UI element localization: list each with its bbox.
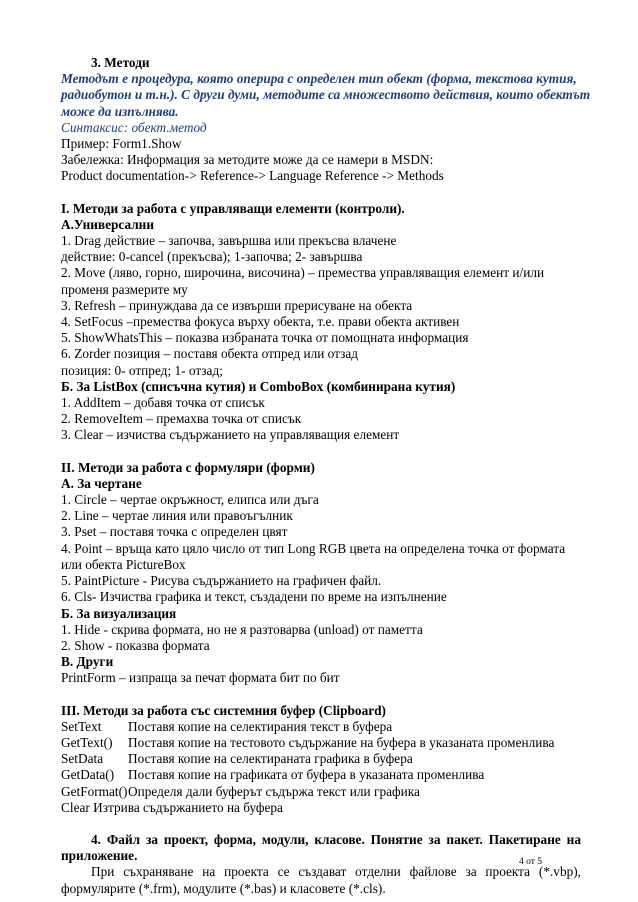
- example-line: Пример: Form1.Show: [61, 136, 182, 152]
- section-4-body: При съхраняване на проекта се създават отделни файлове за проекта (*.vbp), формулярите (*.frm), модулите (*.bas) и класовете (*.cls).: [61, 864, 581, 896]
- list-item: 5. PaintPicture - Рисува съдържанието на графичен файл.: [61, 573, 382, 589]
- list-item: позиция: 0- отпред; 1- отзад;: [61, 362, 223, 378]
- list-item: 1. Circle – чертае окръжност, елипса или дъга: [61, 492, 319, 508]
- methods-definition-line-2: радиобутон и т.н.). С други думи, методите са множеството действия, които обектът: [61, 87, 591, 103]
- clipboard-method-row: [61, 751, 581, 767]
- list-item: 1. AddItem – добавя точка от списък: [61, 395, 265, 411]
- section-I-subheading-b: Б. За ListBox (списъчна кутия) и ComboBox (комбинирана кутия): [61, 378, 456, 394]
- spacer: [61, 816, 581, 832]
- method-description: Поставя копие на тестовото съдържание на буфера в указаната променлива: [128, 734, 555, 750]
- list-item: 2. Show - показва формата: [61, 637, 210, 653]
- method-description: Поставя копие на графиката от буфера в указаната променлива: [128, 767, 485, 783]
- method-name: SetText: [61, 718, 102, 734]
- section-II-heading: II. Методи за работа с формуляри (форми): [61, 459, 315, 475]
- note-reference-line: Product documentation-> Reference-> Language Reference -> Methods: [61, 168, 444, 184]
- list-item: 6. Cls- Изчиства графика и текст, създадени по време на изпълнение: [61, 589, 447, 605]
- spacer: [61, 185, 581, 201]
- section-4-heading: 4. Файл за проект, форма, модули, класове. Понятие за пакет. Пакетиране на приложение.: [61, 831, 581, 864]
- section-3-heading: 3. Методи: [91, 55, 150, 70]
- spacer: [61, 687, 581, 703]
- list-item: PrintForm – изпраща за печат формата бит по бит: [61, 670, 340, 686]
- syntax-line: Синтаксис: обект.метод: [61, 119, 207, 135]
- methods-definition-line-1: Методът е процедура, която оперира с определен тип обект (форма, текстова кутия,: [61, 71, 577, 87]
- method-name: GetText(): [61, 734, 113, 750]
- section-II-subheading-a: А. За чертане: [61, 475, 142, 491]
- method-name: SetData: [61, 751, 104, 767]
- method-description: Поставя копие на селектираната графика в буфера: [128, 751, 413, 767]
- list-item: 1. Drag действие – започва, завършва или прекъсва влачене: [61, 233, 397, 249]
- section-III-heading: III. Методи за работа със системния буфер (Clipboard): [61, 702, 386, 718]
- list-item: 6. Zorder позиция – поставя обекта отпред или отзад: [61, 346, 359, 362]
- clipboard-method-row: [61, 784, 581, 800]
- section-II-subheading-b: Б. За визуализация: [61, 605, 177, 621]
- list-item: 2. Move (ляво, горно, широчина, височина) – премества управляващия елемент и/или: [61, 265, 545, 281]
- list-item: 4. Point – връща като цяло число от тип Long RGB цвета на определена точка от формата: [61, 540, 566, 556]
- method-name: GetFormat(): [61, 783, 128, 799]
- method-description: Определя дали буферът съдържа текст или графика: [128, 783, 420, 799]
- note-line: Забележка: Информация за методите може да се намери в MSDN:: [61, 152, 434, 168]
- list-item: 5. ShowWhatsThis – показва избраната точка от помощната информация: [61, 330, 469, 346]
- page-content: [61, 55, 591, 897]
- clipboard-method-row: [61, 735, 581, 751]
- list-item: 4. SetFocus –премества фокуса върху обекта, т.е. прави обекта активен: [61, 314, 460, 330]
- method-description: Поставя копие на селектирания текст в буфера: [128, 718, 393, 734]
- page-number: 4 от 5: [518, 857, 542, 867]
- list-item: 2. RemoveItem – премахва точка от списък: [61, 411, 302, 427]
- list-item: 3. Pset – поставя точка с определен цвят: [61, 524, 288, 540]
- list-item: 1. Hide - скрива формата, но не я разтоварва (unload) от паметта: [61, 621, 423, 637]
- list-item: или обекта PictureBox: [61, 556, 186, 572]
- section-I-heading: I. Методи за работа с управляващи елементи (контроли).: [61, 200, 405, 216]
- list-item: действие: 0-cancel (прекъсва); 1-започва; 2- завършва: [61, 249, 363, 265]
- method-name: GetData(): [61, 767, 115, 783]
- clipboard-method-row: [61, 719, 581, 735]
- clipboard-clear-row: Clear Изтрива съдържанието на буфера: [61, 799, 283, 815]
- spacer: [61, 444, 581, 460]
- section-II-subheading-c: В. Други: [61, 654, 114, 670]
- list-item: 3. Clear – изчиства съдържанието на управляващия елемент: [61, 427, 400, 443]
- methods-definition-line-3: може да изпълнява.: [61, 103, 179, 119]
- clipboard-method-row: [61, 767, 581, 783]
- list-item: променя размерите му: [61, 281, 188, 297]
- section-I-subheading-a: А.Универсални: [61, 216, 155, 232]
- list-item: 3. Refresh – принуждава да се извърши прерисуване на обекта: [61, 297, 413, 313]
- list-item: 2. Line – чертае линия или правоъгълник: [61, 508, 293, 524]
